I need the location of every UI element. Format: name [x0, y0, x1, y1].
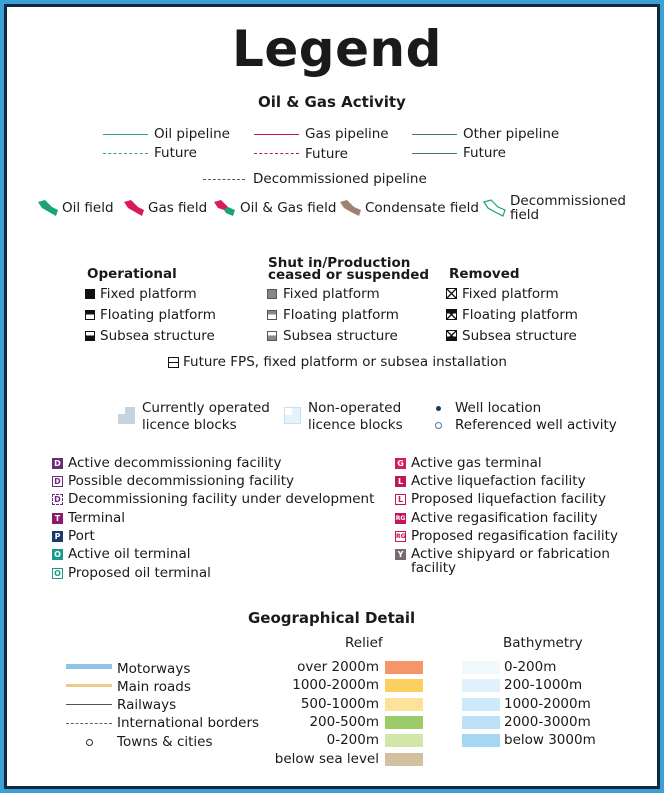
bathymetry-label: 1000-2000m	[504, 695, 591, 712]
active-gas-terminal-icon: G	[395, 458, 406, 469]
non-operated-label-2: licence blocks	[308, 417, 403, 433]
decommissioned-field-label-1: Decommissioned	[510, 193, 626, 209]
bathymetry-swatch	[462, 716, 500, 729]
oil-field-label: Oil field	[62, 200, 114, 216]
well-location-icon	[436, 406, 441, 411]
fac-left-2-label: Decommissioning facility under development	[68, 491, 375, 507]
borders-label: International borders	[117, 715, 260, 731]
relief-swatch	[385, 679, 423, 692]
oil-gas-heading: Oil & Gas Activity	[258, 93, 406, 111]
proposed-regasification-icon: RG	[396, 533, 406, 540]
bathymetry-heading: Bathymetry	[503, 635, 583, 651]
current-licence-label-2: licence blocks	[142, 417, 237, 433]
towns-label: Towns & cities	[117, 734, 213, 750]
active-liquefaction-icon: L	[395, 476, 406, 487]
relief-label: 200-500m	[309, 713, 379, 730]
removed-heading: Removed	[449, 266, 520, 282]
bathymetry-label: 200-1000m	[504, 677, 583, 694]
railway-line	[66, 704, 112, 705]
port-icon: P	[52, 531, 63, 542]
well-location-label: Well location	[455, 400, 542, 416]
oil-pipeline-line	[103, 134, 148, 135]
fac-left-5-label: Active oil terminal	[68, 546, 191, 562]
floating-platform-icon	[85, 310, 95, 320]
main-roads-label: Main roads	[117, 679, 191, 695]
bathymetry-swatch	[462, 734, 500, 747]
possible-decommissioning-icon: D	[52, 476, 63, 487]
removed-floating-icon	[446, 309, 458, 321]
relief-label: below sea level	[274, 750, 379, 767]
fac-left-0-label: Active decommissioning facility	[68, 455, 282, 471]
non-operated-label-1: Non-operated	[308, 400, 402, 416]
non-operated-licence-icon	[284, 407, 301, 424]
gas-field-icon	[122, 198, 146, 218]
op-subsea-label: Subsea structure	[100, 328, 215, 344]
relief-label: 1000-2000m	[292, 677, 379, 694]
relief-swatch	[385, 698, 423, 711]
oil-pipeline-label: Oil pipeline	[154, 126, 230, 142]
bathymetry-label: 2000-3000m	[504, 713, 591, 730]
bathymetry-swatch	[462, 698, 500, 711]
motorways-label: Motorways	[117, 661, 191, 677]
rem-subsea-label: Subsea structure	[462, 328, 577, 344]
decommissioned-field-icon	[482, 198, 508, 218]
fac-left-3-label: Terminal	[68, 510, 126, 526]
relief-swatch	[385, 734, 423, 747]
other-pipeline-label: Other pipeline	[463, 126, 560, 142]
fixed-platform-icon	[85, 289, 95, 299]
shut-in-floating-icon	[267, 310, 277, 320]
referenced-well-icon	[435, 422, 442, 429]
fac-left-1-label: Possible decommissioning facility	[68, 473, 295, 489]
removed-subsea-icon	[446, 330, 458, 342]
relief-label: 0-200m	[326, 732, 379, 749]
relief-label: over 2000m	[297, 659, 379, 675]
railways-label: Railways	[117, 697, 177, 713]
future-installation-icon	[168, 357, 180, 369]
fac-right-4-label: Proposed regasification facility	[411, 528, 618, 544]
oil-field-icon	[36, 198, 60, 218]
current-licence-label-1: Currently operated	[142, 400, 270, 416]
active-decommissioning-icon: D	[52, 458, 63, 469]
bathymetry-label: 0-200m	[504, 659, 557, 675]
condensate-field-label: Condensate field	[365, 200, 479, 216]
main-road-line	[66, 684, 112, 687]
shut-in-heading-1: Shut in/Production	[268, 255, 411, 271]
rem-fixed-label: Fixed platform	[462, 286, 559, 302]
referenced-well-label: Referenced well activity	[455, 417, 617, 433]
gas-pipeline-line	[254, 134, 299, 135]
border-line	[66, 723, 112, 724]
decommissioned-pipeline-line	[203, 179, 245, 180]
relief-swatch	[385, 753, 423, 766]
fac-right-1-label: Active liquefaction facility	[411, 473, 586, 489]
gas-field-label: Gas field	[148, 200, 208, 216]
fac-left-4-label: Port	[68, 528, 95, 544]
geo-heading: Geographical Detail	[248, 609, 416, 627]
oil-gas-field-icon	[212, 198, 238, 218]
decommissioned-field-label-2: field	[510, 207, 540, 223]
op-floating-label: Floating platform	[100, 307, 216, 323]
proposed-oil-terminal-icon: O	[52, 568, 63, 579]
town-icon	[86, 739, 93, 746]
oil-future-label: Future	[154, 145, 197, 161]
fac-right-3-label: Active regasification facility	[411, 510, 598, 526]
oil-gas-field-label: Oil & Gas field	[240, 200, 337, 216]
fac-right-5-label-2: facility	[411, 560, 456, 576]
legend-title: Legend	[232, 20, 442, 78]
motorway-line	[66, 664, 112, 669]
fac-right-2-label: Proposed liquefaction facility	[411, 491, 606, 507]
decommissioning-development-icon: D	[52, 494, 63, 505]
op-fixed-label: Fixed platform	[100, 286, 197, 302]
oil-future-line	[103, 153, 148, 154]
shut-subsea-label: Subsea structure	[283, 328, 398, 344]
future-installation-label: Future FPS, fixed platform or subsea installation	[183, 354, 507, 370]
subsea-structure-icon	[85, 331, 95, 341]
fac-left-6-label: Proposed oil terminal	[68, 565, 211, 581]
active-regasification-icon: RG	[395, 515, 406, 522]
shut-in-heading-2: ceased or suspended	[268, 267, 430, 283]
bathymetry-swatch	[462, 661, 500, 674]
relief-swatch	[385, 716, 423, 729]
operational-heading: Operational	[87, 266, 177, 282]
terminal-icon: T	[52, 513, 63, 524]
other-future-label: Future	[463, 145, 506, 161]
relief-swatch	[385, 661, 423, 674]
active-oil-terminal-icon: O	[52, 549, 63, 560]
bathymetry-swatch	[462, 679, 500, 692]
current-licence-icon	[118, 407, 135, 424]
decommissioned-pipeline-label: Decommissioned pipeline	[253, 171, 427, 187]
shut-in-fixed-icon	[267, 289, 277, 299]
relief-heading: Relief	[345, 635, 383, 651]
gas-future-line	[254, 153, 299, 154]
rem-floating-label: Floating platform	[462, 307, 578, 323]
fac-right-5-label-1: Active shipyard or fabrication	[411, 546, 610, 562]
shut-in-subsea-icon	[267, 331, 277, 341]
shut-fixed-label: Fixed platform	[283, 286, 380, 302]
proposed-liquefaction-icon: L	[395, 494, 406, 505]
other-future-line	[412, 153, 457, 154]
fac-right-0-label: Active gas terminal	[411, 455, 542, 471]
removed-fixed-icon	[446, 288, 458, 300]
gas-future-label: Future	[305, 146, 348, 162]
gas-pipeline-label: Gas pipeline	[305, 126, 389, 142]
shut-floating-label: Floating platform	[283, 307, 399, 323]
other-pipeline-line	[412, 134, 457, 135]
shipyard-icon: Y	[395, 549, 406, 560]
relief-label: 500-1000m	[300, 695, 379, 712]
bathymetry-label: below 3000m	[504, 732, 596, 749]
condensate-field-icon	[338, 198, 364, 218]
